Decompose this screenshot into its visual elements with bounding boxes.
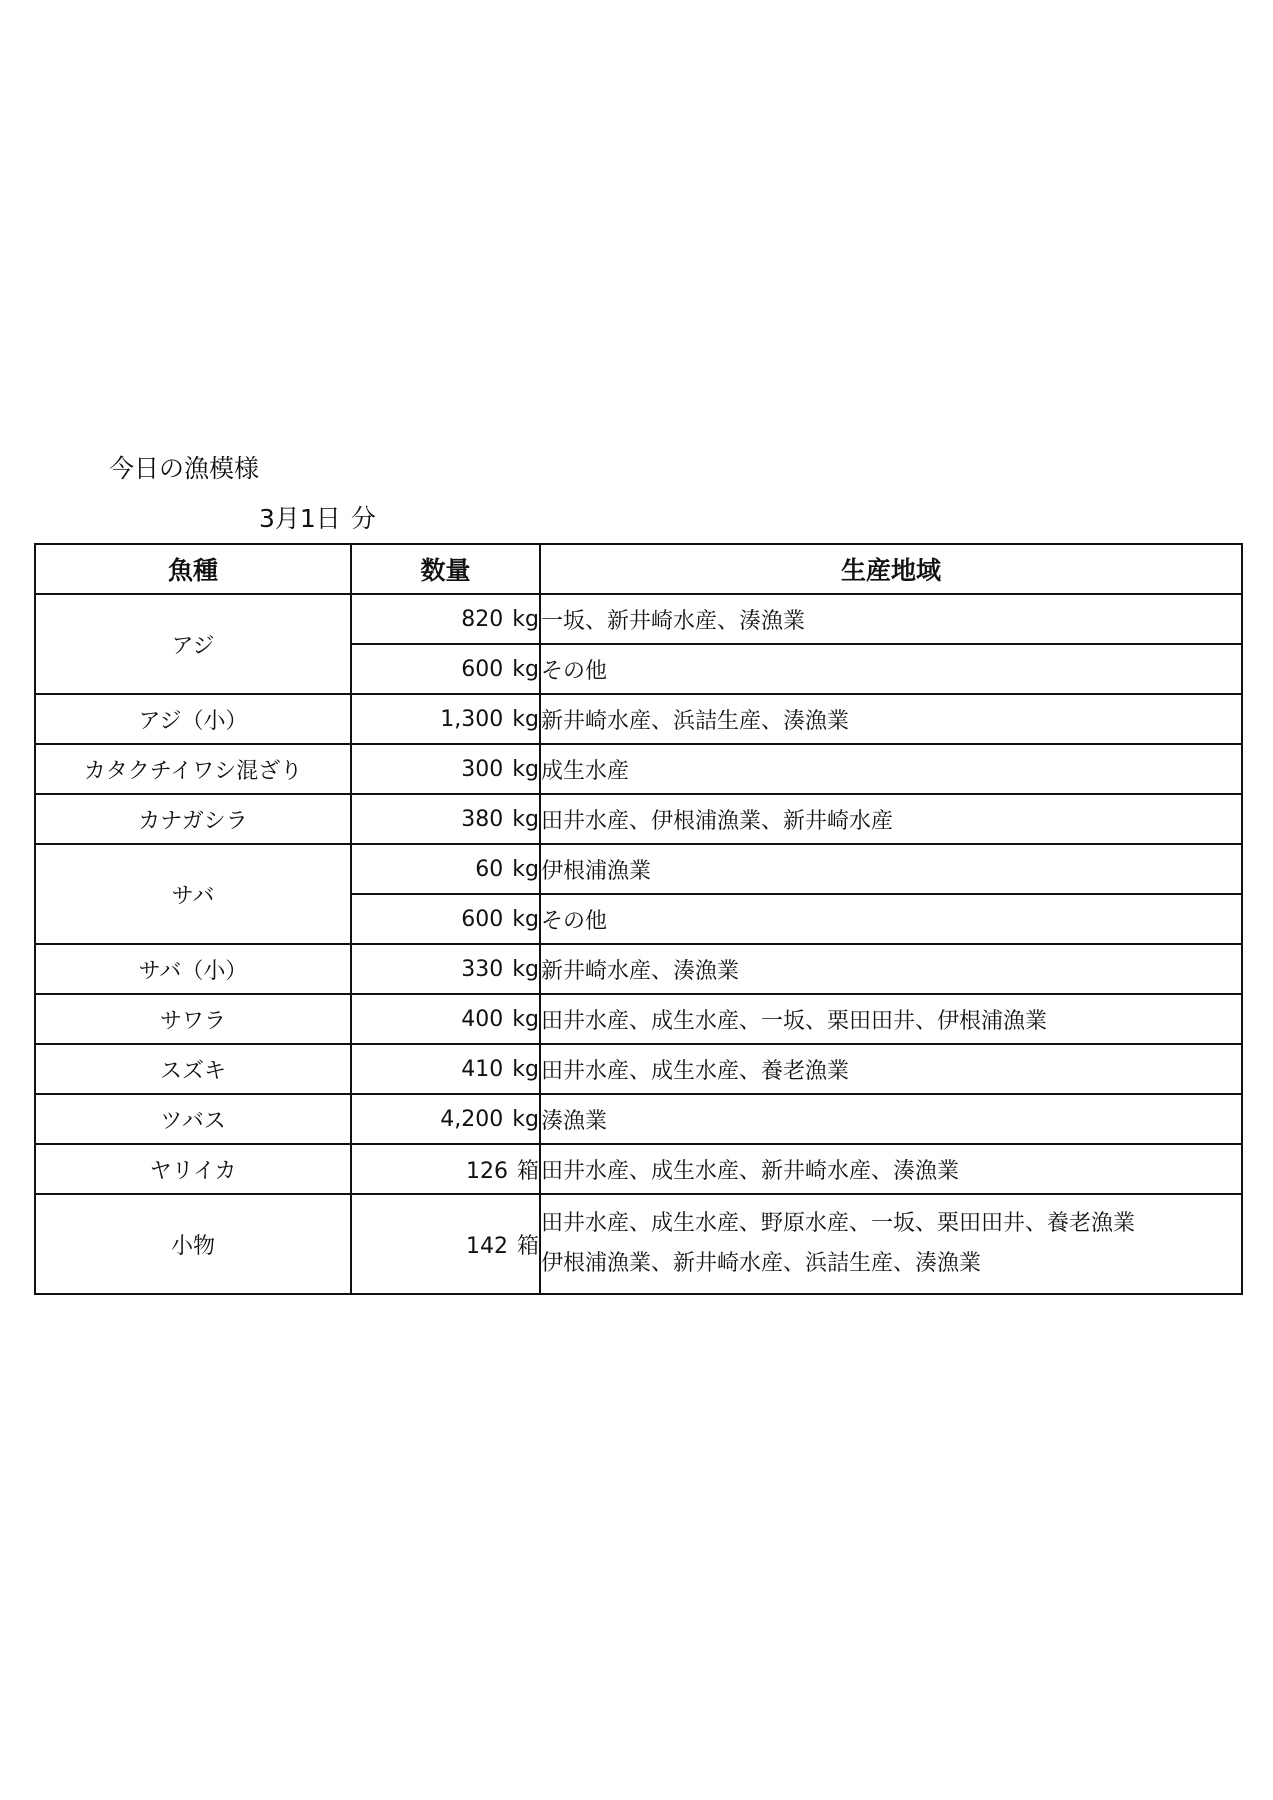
quantity-amount: 410: [461, 1056, 504, 1082]
date-suffix: 分: [350, 504, 376, 533]
quantity-unit: kg: [512, 1106, 539, 1132]
catch-table: [34, 543, 1243, 1295]
region-cell: 湊漁業: [540, 1094, 1242, 1144]
species-cell: アジ: [35, 594, 351, 694]
date-text: 3月1日: [259, 504, 341, 533]
quantity-amount: 4,200: [440, 1106, 504, 1132]
header-species: 魚種: [35, 544, 351, 594]
quantity-cell: [351, 694, 540, 744]
table-row: [35, 694, 1242, 744]
region-line: 伊根浦漁業、新井崎水産、浜詰生産、湊漁業: [541, 1251, 982, 1276]
quantity-amount: 330: [461, 956, 504, 982]
region-cell: その他: [540, 894, 1242, 944]
region-cell: 田井水産、成生水産、一坂、栗田田井、伊根浦漁業: [540, 994, 1242, 1044]
quantity-unit: kg: [512, 956, 539, 982]
quantity-amount: 600: [461, 906, 504, 932]
quantity-amount: 300: [461, 756, 504, 782]
region-cell: その他: [540, 644, 1242, 694]
quantity-cell: [351, 1044, 540, 1094]
report-date: [259, 502, 376, 536]
quantity-cell: [351, 744, 540, 794]
quantity-amount: 600: [461, 656, 504, 682]
table-header-row: [35, 544, 1242, 594]
table-row: [35, 1194, 1242, 1294]
species-cell: カナガシラ: [35, 794, 351, 844]
table-row: [35, 1044, 1242, 1094]
quantity-cell: [351, 894, 540, 944]
quantity-unit: kg: [512, 806, 539, 832]
region-line: 田井水産、成生水産、野原水産、一坂、栗田田井、養老漁業: [541, 1211, 1136, 1236]
quantity-unit: 箱: [516, 1158, 539, 1184]
species-cell: アジ（小）: [35, 694, 351, 744]
quantity-cell: [351, 944, 540, 994]
quantity-unit: kg: [512, 906, 539, 932]
table-row: [35, 794, 1242, 844]
header-region: 生産地域: [540, 544, 1242, 594]
region-cell: 田井水産、伊根浦漁業、新井崎水産: [540, 794, 1242, 844]
quantity-amount: 1,300: [440, 706, 504, 732]
quantity-unit: 箱: [516, 1233, 539, 1259]
table-row: [35, 944, 1242, 994]
table-row: [35, 1094, 1242, 1144]
region-cell: 新井崎水産、湊漁業: [540, 944, 1242, 994]
species-cell: ヤリイカ: [35, 1144, 351, 1194]
quantity-cell: [351, 844, 540, 894]
quantity-amount: 400: [461, 1006, 504, 1032]
quantity-amount: 380: [461, 806, 504, 832]
quantity-cell: [351, 594, 540, 644]
region-cell: [540, 1194, 1242, 1294]
quantity-cell: [351, 994, 540, 1044]
quantity-cell: [351, 794, 540, 844]
quantity-cell: [351, 1194, 540, 1294]
quantity-amount: 126: [465, 1158, 508, 1184]
species-cell: ツバス: [35, 1094, 351, 1144]
quantity-amount: 142: [465, 1233, 508, 1259]
quantity-unit: kg: [512, 756, 539, 782]
region-cell: 新井崎水産、浜詰生産、湊漁業: [540, 694, 1242, 744]
header-quantity: 数量: [351, 544, 540, 594]
table-row: [35, 594, 1242, 644]
quantity-unit: kg: [512, 1006, 539, 1032]
quantity-unit: kg: [512, 706, 539, 732]
quantity-amount: 820: [461, 606, 504, 632]
quantity-cell: [351, 644, 540, 694]
quantity-unit: kg: [512, 606, 539, 632]
species-cell: サワラ: [35, 994, 351, 1044]
table-row: [35, 744, 1242, 794]
table-row: [35, 844, 1242, 894]
species-cell: カタクチイワシ混ざり: [35, 744, 351, 794]
quantity-unit: kg: [512, 656, 539, 682]
table-row: [35, 994, 1242, 1044]
quantity-unit: kg: [512, 856, 539, 882]
table-row: [35, 1144, 1242, 1194]
page-title: 今日の漁模様: [109, 454, 260, 483]
region-cell: 伊根浦漁業: [540, 844, 1242, 894]
species-cell: 小物: [35, 1194, 351, 1294]
region-cell: 田井水産、成生水産、新井崎水産、湊漁業: [540, 1144, 1242, 1194]
species-cell: サバ（小）: [35, 944, 351, 994]
quantity-cell: [351, 1094, 540, 1144]
quantity-amount: 60: [475, 856, 504, 882]
species-cell: サバ: [35, 844, 351, 944]
species-cell: スズキ: [35, 1044, 351, 1094]
region-cell: 成生水産: [540, 744, 1242, 794]
region-cell: 一坂、新井崎水産、湊漁業: [540, 594, 1242, 644]
quantity-cell: [351, 1144, 540, 1194]
region-cell: 田井水産、成生水産、養老漁業: [540, 1044, 1242, 1094]
quantity-unit: kg: [512, 1056, 539, 1082]
